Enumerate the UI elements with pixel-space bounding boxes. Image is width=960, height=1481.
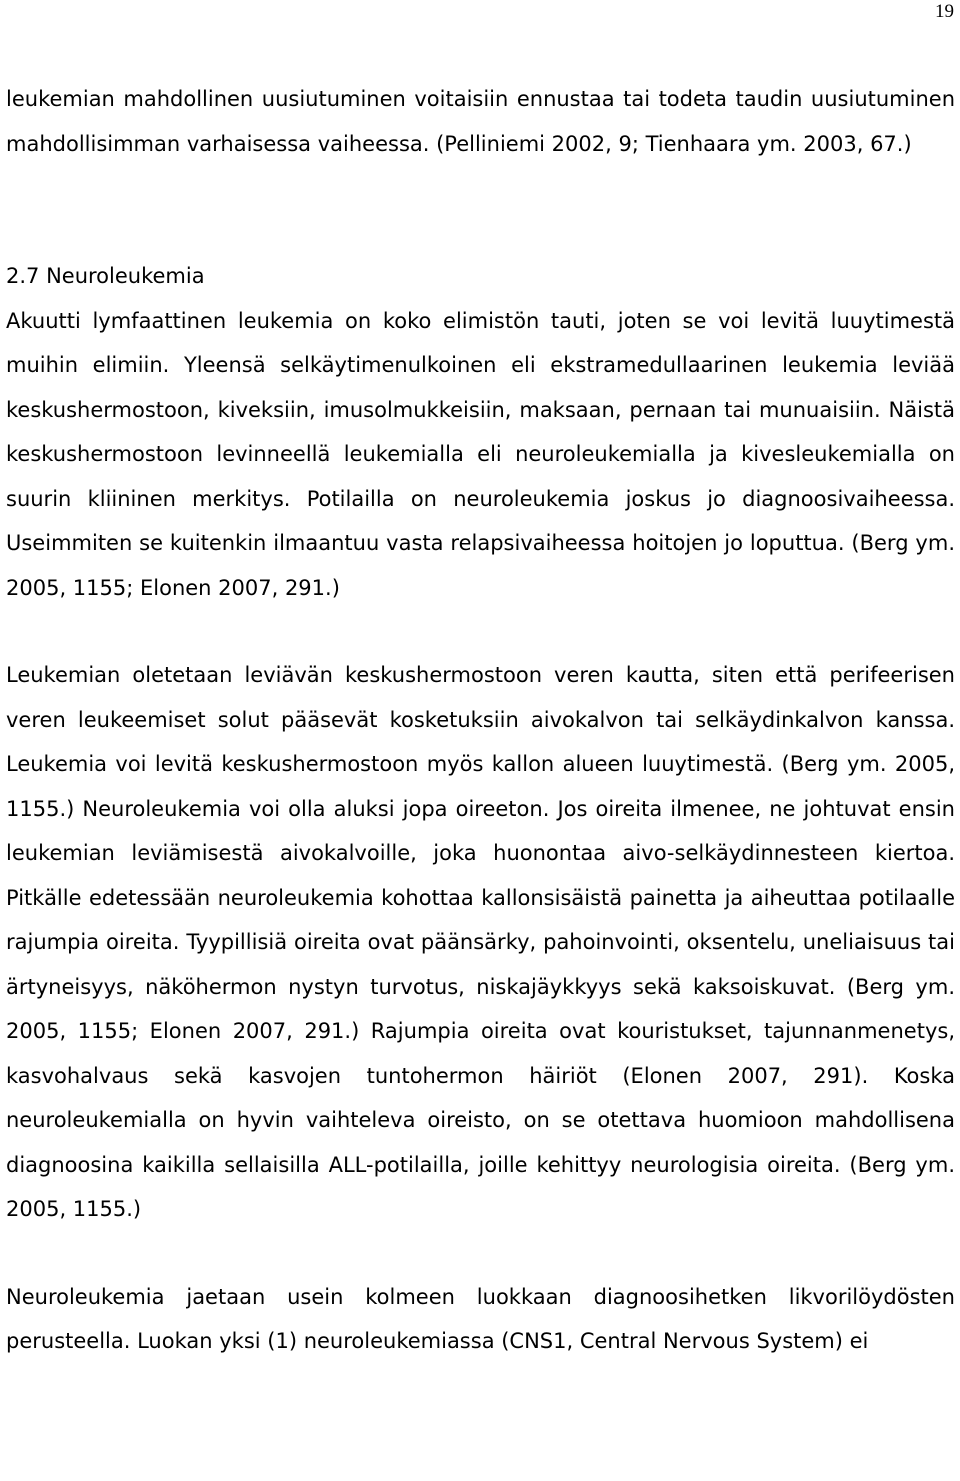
paragraph-classification: Neuroleukemia jaetaan usein kolmeen luokkaan diagnoosihetken likvorilöydösten perusteella. Luokan yksi (1) neuroleukemiassa (CNS1, Central Nervous System) ei (6, 1284, 955, 1353)
paragraph-intro: Akuutti lymfaattinen leukemia on koko elimistön tauti, joten se voi levitä luuytimestä muihin elimiin. Yleensä selkäytimenulkoinen eli ekstramedullaarinen leukemia leviää keskushermostoon, kiveksiin, imusolmukkeisiin, maksaan, pernaan tai munuaisiin. Näistä keskushermostoon levinneellä leukemialla eli neuroleukemialla ja kivesleukemialla on suurin kliininen merkitys. Potilailla on neuroleukemia joskus jo diagnoosivaiheessa. Useimmiten se kuitenkin ilmaantuu vasta relapsivaiheessa hoitojen jo loputtua. (Berg ym. 2005, 1155; Elonen 2007, 291.) (6, 308, 955, 600)
page-number: 19 (935, 1, 954, 22)
document-body (6, 77, 955, 1364)
paragraph-spread: Leukemian oletetaan leviävän keskushermostoon veren kautta, siten että perifeerisen veren leukeemiset solut pääsevät kosketuksiin aivokalvon tai selkäydinkalvon kanssa. Leukemia voi levitä keskushermostoon myös kallon alueen luuytimestä. (Berg ym. 2005, 1155.) Neuroleukemia voi olla aluksi jopa oireeton. Jos oireita ilmenee, ne johtuvat ensin leukemian leviämisestä aivokalvoille, joka huonontaa aivo-selkäydinnesteen kiertoa. Pitkälle edetessään neuroleukemia kohottaa kallonsisäistä painetta ja aiheuttaa potilaalle rajumpia oireita. Tyypillisiä oireita ovat päänsärky, pahoinvointi, oksentelu, uneliaisuus tai ärtyneisyys, näköhermon nystyn turvotus, niskajäykkyys sekä kaksoiskuvat. (Berg ym. 2005, 1155; Elonen 2007, 291.) Rajumpia oireita ovat kouristukset, tajunnanmenetys, kasvohalvaus sekä kasvojen tuntohermon häiriöt (Elonen 2007, 291). Koska neuroleukemialla on hyvin vaihteleva oireisto, on se otettava huomioon mahdollisena diagnoosina kaikilla sellaisilla ALL-potilailla, joille kehittyy neurologisia oireita. (Berg ym. 2005, 1155.) (6, 663, 955, 1221)
paragraph-continuation: leukemian mahdollinen uusiutuminen voitaisiin ennustaa tai todeta taudin uusiutuminen mahdollisimman varhaisessa vaiheessa. (Pelliniemi 2002, 9; Tienhaara ym. 2003, 67.) (6, 87, 955, 156)
section-heading: 2.7 Neuroleukemia (6, 264, 205, 288)
